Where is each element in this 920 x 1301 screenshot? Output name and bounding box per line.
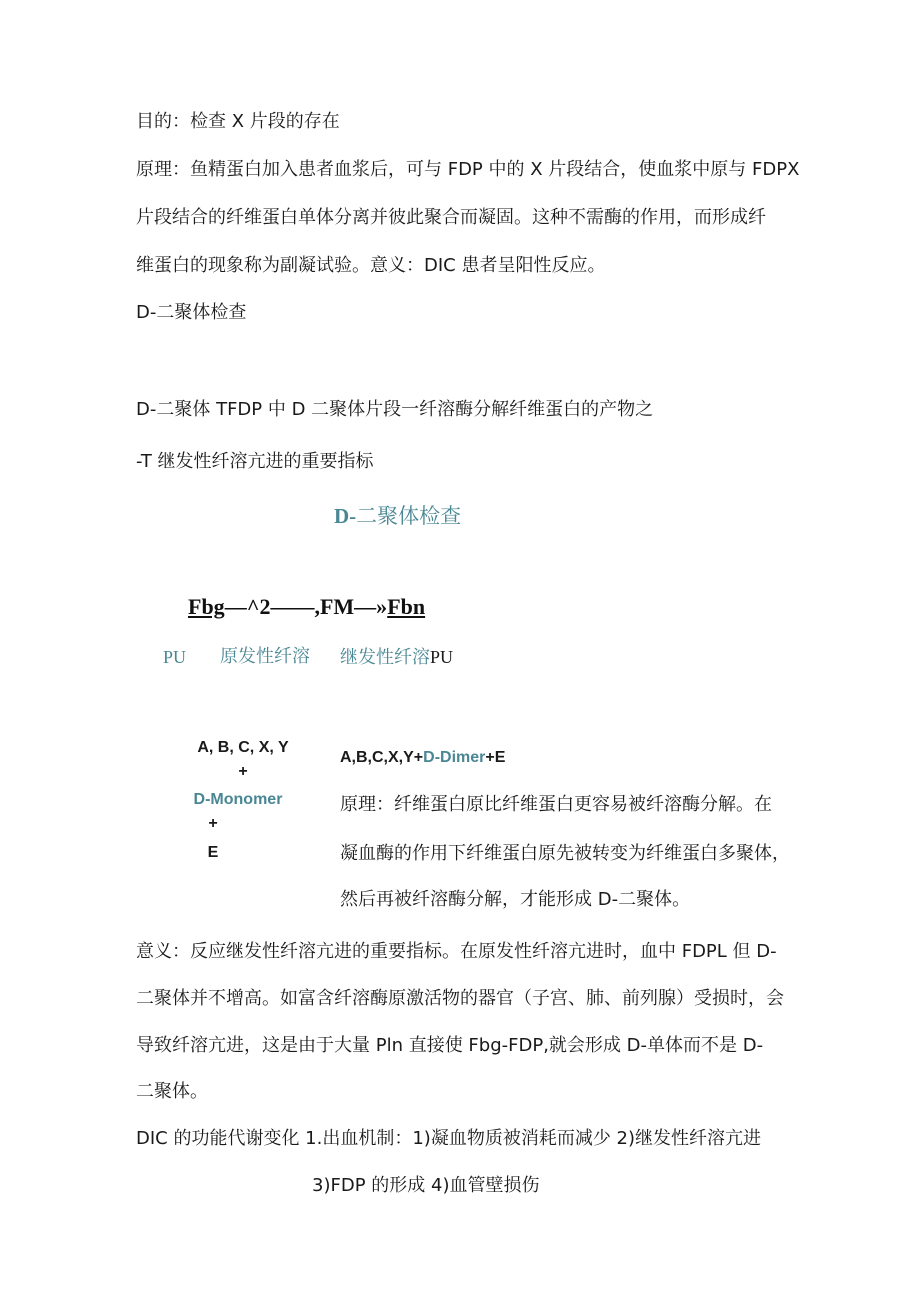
left-monomer: D-Monomer — [193, 791, 283, 808]
significance-line-2: 二聚体并不增高。如富含纤溶酶原激活物的器官（子宫、肺、前列腺）受损时，会 — [136, 988, 784, 1009]
left-plus-1: + — [238, 763, 248, 780]
eq-fbg: Fbg — [188, 594, 225, 619]
significance-line-1: 意义：反应继发性纤溶亢进的重要指标。在原发性纤溶亢进时，血中 FDPL 但 D- — [136, 941, 777, 962]
principle-line-2: 片段结合的纤维蛋白单体分离并彼此聚合而凝固。这种不需酶的作用，而形成纤 — [136, 207, 766, 228]
dic-line-2: 3)FDP 的形成 4)血管壁损伤 — [312, 1175, 540, 1196]
left-e: E — [207, 844, 219, 861]
ddimer-definition-1: D-二聚体 TFDP 中 D 二聚体片段一纤溶酶分解纤维蛋白的产物之 — [136, 399, 654, 420]
diagram-principle-3: 然后再被纤溶酶分解，才能形成 D-二聚体。 — [340, 889, 691, 910]
pu-left: PU — [163, 647, 187, 667]
diagram-title-prefix: D- — [334, 504, 357, 528]
diagram-principle-1: 原理：纤维蛋白原比纤维蛋白更容易被纤溶酶分解。在 — [340, 794, 772, 815]
ddimer-definition-2: -T 继发性纤溶亢进的重要指标 — [136, 451, 374, 472]
principle-line-3: 维蛋白的现象称为副凝试验。意义：DIC 患者呈阳性反应。 — [136, 255, 606, 276]
left-plus-2: + — [208, 815, 218, 832]
diagram-title-text: 二聚体检查 — [356, 504, 462, 528]
fibrin-equation — [188, 593, 425, 621]
primary-fibrinolysis-label: 原发性纤溶 — [220, 646, 310, 667]
pu-right: PU — [430, 647, 454, 667]
principle-line-1: 原理：鱼精蛋白加入患者血浆后，可与 FDP 中的 X 片段结合，使血浆中原与 FDPX — [136, 159, 800, 180]
ddimer-heading: D-二聚体检查 — [136, 302, 247, 323]
left-fragments: A, B, C, X, Y — [197, 739, 289, 756]
secondary-fibrinolysis-label — [340, 645, 453, 670]
dic-line-1: DIC 的功能代谢变化 1.出血机制：1)凝血物质被消耗而减少 2)继发性纤溶亢进 — [136, 1128, 762, 1149]
diagram-principle-2: 凝血酶的作用下纤维蛋白原先被转变为纤维蛋白多聚体， — [340, 843, 790, 864]
right-formula-suffix: +E — [485, 749, 506, 766]
right-formula-prefix: A,B,C,X,Y+ — [340, 749, 424, 766]
eq-middle: —^2——,FM—» — [224, 594, 388, 619]
significance-line-4: 二聚体。 — [136, 1081, 208, 1102]
purpose-line: 目的：检查 X 片段的存在 — [136, 111, 340, 132]
diagram-title — [334, 503, 461, 529]
secondary-label-text: 继发性纤溶 — [340, 647, 430, 668]
right-formula — [340, 747, 505, 769]
right-formula-dimer: D-Dimer — [423, 749, 486, 766]
significance-line-3: 导致纤溶亢进，这是由于大量 Pln 直接使 Fbg-FDP,就会形成 D-单体而不是 D- — [136, 1035, 764, 1056]
eq-fbn: Fbn — [387, 594, 426, 619]
